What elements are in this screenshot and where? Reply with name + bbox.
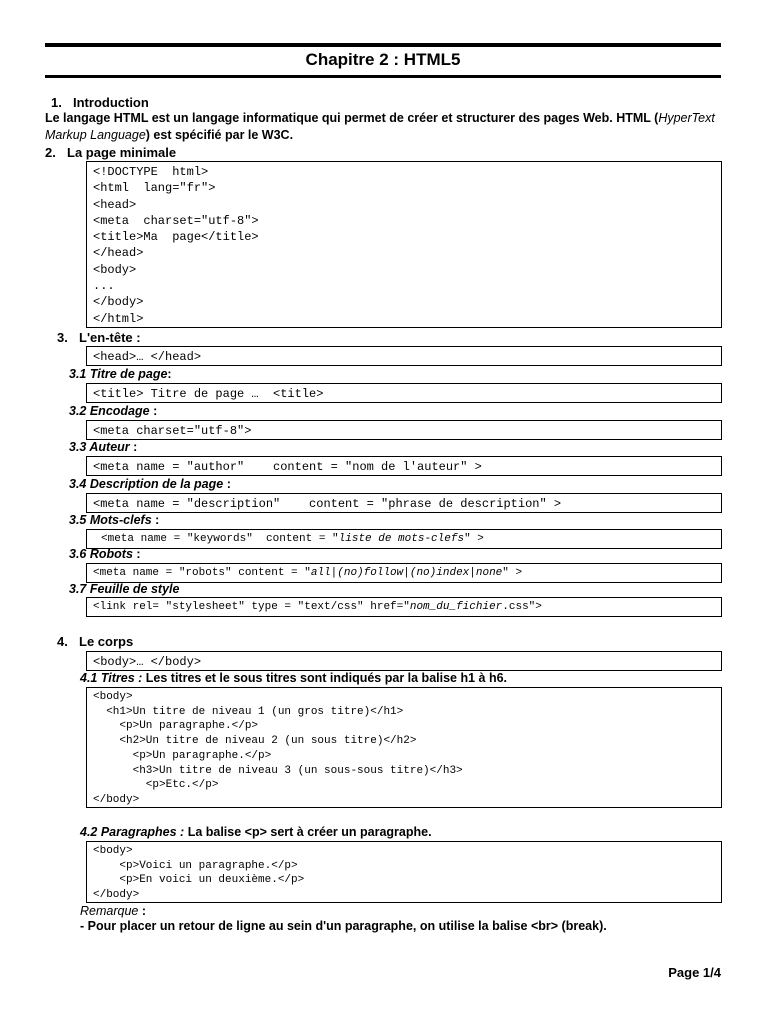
title-code: <title> Titre de page … <title> (93, 387, 324, 401)
subsection-label: 3.5 Mots-clefs (69, 513, 152, 527)
code-line: </body> (93, 889, 140, 902)
page-title: Chapitre 2 : HTML5 (305, 50, 461, 69)
keywords-code-box (86, 529, 722, 549)
paragraphs-code-box (86, 841, 722, 903)
subsection-suffix: : (223, 477, 231, 491)
code-line: <html lang="fr"> (93, 181, 216, 196)
robots-code-box (86, 563, 722, 583)
subsection-3-4-heading (69, 477, 231, 491)
minimal-page-code-box (86, 161, 722, 328)
section-title: Le corps (79, 634, 134, 649)
subsection-label: 3.4 Description de la page (69, 477, 224, 491)
subsection-suffix: : (167, 367, 172, 381)
subsection-3-6-heading (69, 547, 141, 561)
section-4-heading (57, 634, 133, 649)
code-line: <p>Un paragraphe.</p> (93, 749, 272, 762)
stylesheet-code-box (86, 597, 722, 617)
description-code: <meta name = "description" content = "phrase de description" > (93, 497, 562, 511)
page-number: Page 1/4 (668, 965, 721, 980)
code-line: <!DOCTYPE html> (93, 165, 209, 179)
code-line: <body> (93, 262, 137, 277)
subsection-3-7-heading (69, 582, 179, 596)
author-code-box (86, 456, 722, 476)
intro-italic-2: Markup Language (45, 128, 146, 142)
author-code: <meta name = "author" content = "nom de l'auteur" > (93, 460, 482, 474)
subsection-label: 4.1 Titres : (80, 671, 143, 685)
code-line: <h1>Un titre de niveau 1 (un gros titre)</h1> (93, 705, 404, 718)
section-number: 4. (57, 634, 68, 649)
encoding-code: <meta charset="utf-8"> (93, 424, 252, 438)
intro-paragraph (45, 110, 721, 144)
code-line: <h2>Un titre de niveau 2 (un sous titre)</h2> (93, 735, 417, 748)
keywords-code-italic: liste de mots-clefs (338, 533, 465, 545)
subsection-label: 3.7 Feuille de style (69, 582, 180, 596)
header-rule-bottom (45, 75, 721, 78)
section-3-heading (57, 330, 141, 345)
subsection-suffix: : (149, 404, 158, 418)
code-line: <p>Voici un paragraphe.</p> (93, 859, 298, 872)
description-code-box (86, 493, 722, 513)
header-rule-top (45, 43, 721, 47)
keywords-code-pre: <meta name = "keywords" content = " (101, 533, 339, 545)
section-title: Introduction (73, 95, 149, 110)
remark-text: - Pour placer un retour de ligne au sein d'un paragraphe, on utilise la balise <br> (break). (80, 919, 607, 933)
subsection-suffix: : (151, 513, 160, 527)
subsection-3-2-heading (69, 404, 157, 418)
section-title: L'en-tête : (79, 330, 141, 345)
remark-heading (80, 904, 146, 918)
subsection-text: Les titres et le sous titres sont indiqués par la balise h1 à h6. (142, 671, 508, 685)
body-code-box (86, 651, 722, 671)
subsection-3-5-heading (69, 513, 159, 527)
robots-code-italic: all|(no)follow|(no)index|none (310, 567, 503, 579)
section-title: La page minimale (67, 145, 177, 160)
subsection-suffix: : (132, 547, 141, 561)
keywords-code-post: " > (464, 533, 484, 545)
subsection-3-1-heading (69, 367, 172, 381)
intro-text-2: ) est spécifié par le W3C. (145, 128, 294, 142)
subsection-label: 3.6 Robots (69, 547, 133, 561)
stylesheet-code-post: .css"> (502, 601, 542, 613)
remark-label: Remarque (80, 904, 139, 918)
subsection-label: 4.2 Paragraphes : (80, 825, 185, 839)
section-number: 3. (57, 330, 68, 345)
intro-italic-1: HyperText (658, 111, 715, 125)
subsection-4-1-heading (80, 671, 507, 685)
code-line: <p>Un paragraphe.</p> (93, 720, 259, 733)
stylesheet-code-italic: nom_du_fichier (409, 601, 503, 613)
encoding-code-box (86, 420, 722, 440)
titles-code-box (86, 687, 722, 808)
subsection-label: 3.3 Auteur (69, 440, 130, 454)
subsection-label: 3.2 Encodage (69, 404, 150, 418)
robots-code-pre: <meta name = "robots" content = " (93, 567, 311, 579)
code-line: <meta charset="utf-8"> (93, 213, 259, 228)
title-code-box (86, 383, 722, 403)
code-line: <p>Etc.</p> (93, 779, 219, 792)
section-2-heading (45, 145, 176, 160)
code-line: <title>Ma page</title> (93, 230, 259, 245)
code-line: ... (93, 279, 115, 294)
subsection-4-2-heading (80, 825, 432, 839)
code-line: <h3>Un titre de niveau 3 (un sous-sous titre)</h3> (93, 764, 463, 777)
code-line: </body> (93, 793, 140, 806)
stylesheet-code-pre: <link rel= "stylesheet" type = "text/css" href=" (93, 601, 410, 613)
code-line: <body> (93, 691, 133, 703)
subsection-suffix: : (129, 440, 138, 454)
remark-suffix: : (138, 904, 147, 918)
head-code: <head>… </head> (93, 350, 202, 364)
code-line: </body> (93, 295, 144, 310)
section-1-heading (51, 95, 149, 110)
intro-text-1: Le langage HTML est un langage informatique qui permet de créer et structurer des pages Web. HTML ( (45, 111, 659, 125)
subsection-label: 3.1 Titre de page (69, 367, 168, 381)
subsection-text: La balise <p> sert à créer un paragraphe. (184, 825, 432, 839)
head-code-box (86, 346, 722, 366)
section-number: 2. (45, 145, 56, 160)
code-line: </head> (93, 246, 144, 261)
code-line: <body> (93, 845, 133, 857)
code-line: <p>En voici un deuxième.</p> (93, 874, 305, 887)
section-number: 1. (51, 95, 62, 110)
code-line: <head> (93, 197, 137, 212)
code-line: </html> (93, 311, 144, 326)
robots-code-post: " > (502, 567, 523, 579)
subsection-3-3-heading (69, 440, 137, 454)
body-code: <body>… </body> (93, 655, 202, 669)
